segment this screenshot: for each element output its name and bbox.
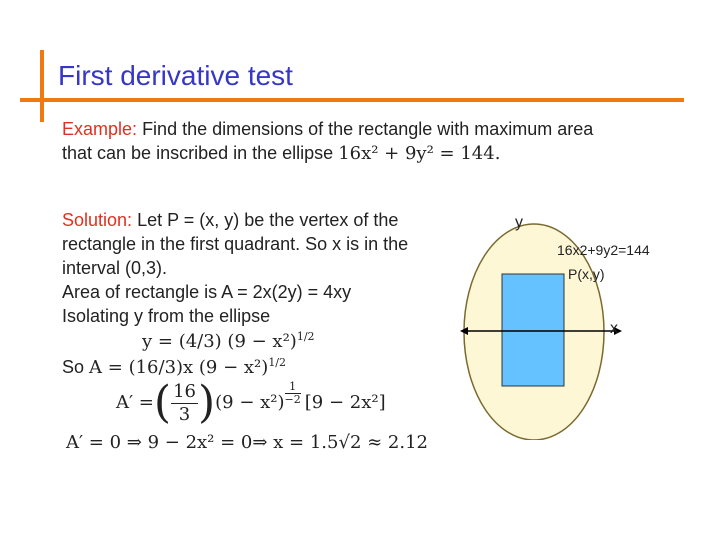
solution-line-5: Isolating y from the ellipse bbox=[62, 306, 271, 326]
ellipse-figure bbox=[450, 200, 690, 440]
solution-line-4: Area of rectangle is A = 2x(2y) = 4xy bbox=[62, 282, 352, 302]
equation-y bbox=[142, 326, 315, 353]
ellipse-label: 16x2+9y2=144 bbox=[557, 242, 650, 258]
solution-line-1 bbox=[62, 209, 398, 231]
y-axis-label: y bbox=[515, 214, 523, 231]
derivative-exponent-num: 1 bbox=[285, 381, 301, 394]
inscribed-rectangle bbox=[502, 274, 564, 386]
point-label: P(x,y) bbox=[568, 266, 605, 282]
derivative-fraction-den: 3 bbox=[178, 403, 191, 425]
slide-title: First derivative test bbox=[58, 60, 293, 91]
title-accent-vertical bbox=[40, 50, 44, 122]
ellipse-equation: 16x² + 9y² = 144. bbox=[338, 143, 501, 164]
equation-A-prefix: So bbox=[62, 357, 85, 377]
derivative-fraction bbox=[171, 381, 198, 426]
derivative-rest: [9 − 2x²] bbox=[304, 392, 386, 413]
equation-A-exponent: 1/2 bbox=[268, 356, 287, 369]
example-line-2 bbox=[62, 142, 500, 165]
derivative-fraction-num: 16 bbox=[173, 380, 196, 402]
derivative-lhs: A′ = bbox=[116, 392, 154, 413]
derivative-middle: (9 − x²) bbox=[215, 392, 285, 413]
open-paren: ( bbox=[153, 377, 172, 428]
example-label: Example: bbox=[62, 119, 138, 139]
equation-A-body: A = (16/3)x (9 − x²) bbox=[89, 357, 269, 378]
title-accent-horizontal bbox=[20, 98, 684, 102]
example-text-2: that can be inscribed in the ellipse bbox=[62, 143, 334, 163]
x-axis-label: x bbox=[610, 320, 618, 337]
equation-A bbox=[62, 352, 286, 379]
derivative-exponent-den: −2 bbox=[284, 392, 301, 406]
final-result: A′ = 0 ⇒ 9 − 2x² = 0⇒ x = 1.5√2 ≈ 2.12 bbox=[66, 432, 428, 453]
derivative-equation bbox=[116, 378, 386, 428]
solution-label: Solution: bbox=[62, 210, 133, 230]
example-line-1 bbox=[62, 118, 593, 140]
example-text-1: Find the dimensions of the rectangle with maximum area bbox=[142, 119, 594, 139]
solution-text-1: Let P = (x, y) be the vertex of the bbox=[137, 210, 399, 230]
solution-line-3: interval (0,3). bbox=[62, 258, 168, 278]
derivative-exponent bbox=[285, 381, 301, 406]
close-paren: ) bbox=[197, 377, 216, 428]
solution-line-2: rectangle in the first quadrant. So x is in the bbox=[62, 234, 409, 254]
equation-y-body: y = (4/3) (9 − x²) bbox=[142, 331, 297, 352]
equation-y-exponent: 1/2 bbox=[296, 330, 315, 343]
